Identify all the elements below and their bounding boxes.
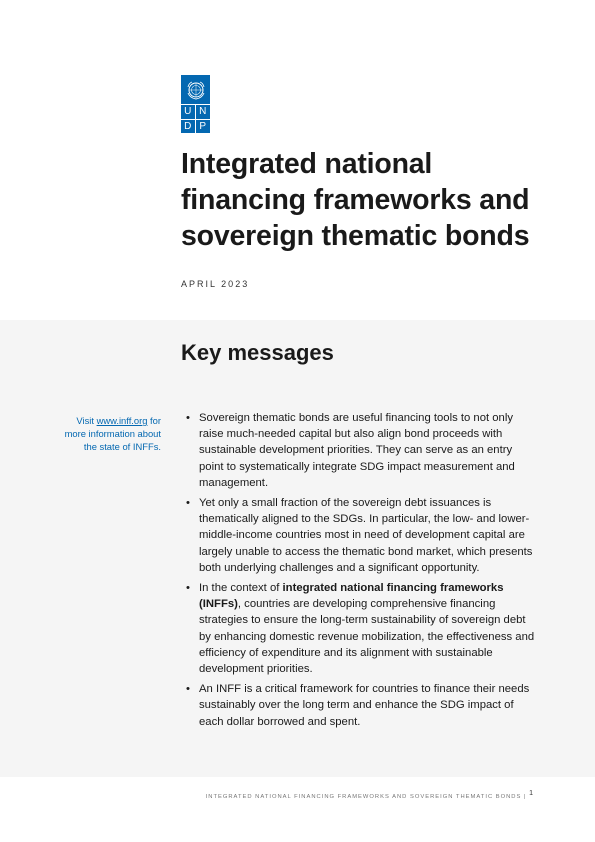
logo-letter-d: D	[181, 120, 196, 134]
publication-date: APRIL 2023	[181, 279, 250, 289]
list-item: • In the context of integrated national financing frameworks (INFFs), countries are developing comprehensive financing strategies to ensure the long-term sustainability of sovereign debt by enhancing domestic revenue mobilization, the effectiveness and efficiency of expenditure and its alignment with sustainable development priorities.	[186, 580, 536, 677]
key-messages-heading: Key messages	[181, 340, 334, 365]
key-messages-list	[186, 410, 536, 734]
sidenote-suffix: for more information about the state of INFFs.	[64, 415, 161, 452]
logo-letter-u: U	[181, 105, 196, 120]
logo-letter-n: N	[196, 105, 211, 120]
un-emblem-icon	[181, 75, 210, 104]
list-item: • An INFF is a critical framework for countries to finance their needs sustainably over the long term and enhance the SDG impact of each dollar borrowed and spent.	[186, 681, 536, 730]
running-title: INTEGRATED NATIONAL FINANCING FRAMEWORKS AND SOVEREIGN THEMATIC BONDS	[205, 793, 522, 800]
undp-letters	[181, 104, 210, 133]
sidenote-prefix: Visit	[76, 415, 97, 426]
undp-logo	[181, 75, 210, 133]
page-number: 1	[529, 790, 533, 797]
list-item: • Sovereign thematic bonds are useful financing tools to not only raise much-needed capital but also align bond proceeds with sustainable development priorities. They can serve as an entry point to systematically integrate SDG impact measurement and management.	[186, 410, 536, 491]
document-title: Integrated national financing frameworks and sovereign thematic bonds	[181, 148, 530, 252]
page-footer: INTEGRATED NATIONAL FINANCING FRAMEWORKS AND SOVEREIGN THEMATIC BONDS | $^1$	[205, 790, 533, 800]
inff-term: integrated national financing frameworks (INFFs)	[199, 582, 504, 611]
list-item: • Yet only a small fraction of the sovereign debt issuances is thematically aligned to the SDGs. In particular, the low- and lower-middle-income countries most in need of development capital are largely unable to access the thematic bond market, which presents both underlying challenges and a significant opportunity.	[186, 495, 536, 576]
sidenote	[55, 414, 161, 453]
logo-letter-p: P	[199, 121, 207, 132]
inff-link[interactable]: www.inff.org	[96, 415, 148, 426]
